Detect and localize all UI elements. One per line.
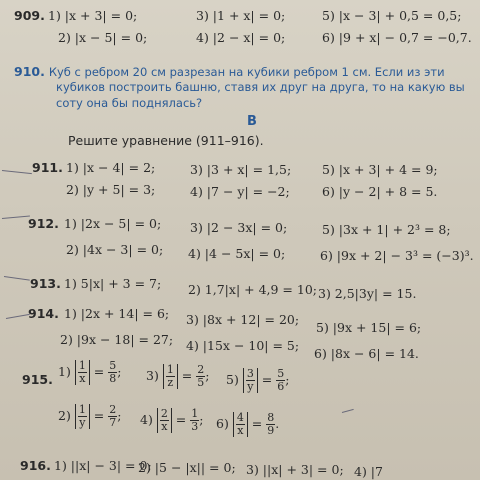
eq-916-4: 4) |7 [354,464,383,479]
eq-911-5: 5) |x + 3| + 4 = 9; [322,162,438,177]
problem-number: 914. [28,306,59,321]
problem-number: 909. [14,8,45,23]
eq-911-2: 2) |y + 5| = 3; [66,182,156,197]
denominator: 6 [277,380,285,393]
section-heading: Решите уравнение (911–916). [68,133,264,148]
eq-914-6: 6) |8x − 6| = 14. [314,346,419,361]
problem-911-row1 [32,160,63,175]
denominator: x [79,372,86,385]
numerator: 5 [109,359,117,372]
eq-909-5: 5) |x − 3| + 0,5 = 0,5; [322,8,462,23]
eq-label: 2) [58,408,71,423]
eq-909-6: 6) |9 + x| − 0,7 = −0,7. [322,30,472,45]
problem-number: 912. [28,216,59,231]
eq-914-3: 3) |8x + 12| = 20; [186,312,300,327]
problem-number: 916. [20,458,51,473]
numerator: 3 [246,367,254,380]
eq-913-1: 1) 5|x| + 3 = 7; [64,276,162,291]
denominator: x [237,424,244,437]
numerator: 2 [160,407,168,420]
eq-915-2: 2) $\frac{1}{y}$ = $\frac{2}{7}$ ; [58,403,122,429]
denominator: 7 [109,416,117,429]
problem-912-row1 [28,216,59,231]
problem-number: 910. [14,64,45,79]
eq-911-4: 4) |7 − y| = −2; [190,184,290,199]
eq-914-5: 5) |9x + 15| = 6; [316,320,422,335]
eq-911-6: 6) |y − 2| + 8 = 5. [322,184,438,199]
denominator: 3 [191,420,199,433]
eq-912-1: 1) |2x − 5| = 0; [64,216,162,231]
denominator: x [161,420,168,433]
eq-909-1: 1) |x + 3| = 0; [48,8,138,23]
eq-911-1: 1) |x − 4| = 2; [66,160,156,175]
eq-909-4: 4) |2 − x| = 0; [196,30,286,45]
pen-mark [6,314,30,319]
numerator: 4 [236,411,244,424]
pen-mark [2,170,32,174]
eq-914-1: 1) |2x + 14| = 6; [64,306,170,321]
eq-913-3: 3) 2,5|3y| = 15. [318,286,417,301]
eq-914-4: 4) |15x − 10| = 5; [186,338,300,353]
eq-916-3: 3) ||x| + 3| = 0; [246,462,344,477]
numerator: 1 [191,407,199,420]
denominator: 9 [267,424,275,437]
eq-912-6: 6) |9x + 2| − 3³ = (−3)³. [320,248,474,263]
denominator: y [79,416,86,429]
problem-916-row1 [20,458,51,473]
problem-909-row1 [14,8,45,23]
problem-number: 913. [30,276,61,291]
section-letter: B [247,114,257,129]
numerator: 1 [166,363,174,376]
numerator: 1 [78,403,86,416]
eq-912-3: 3) |2 − 3x| = 0; [190,220,288,235]
problem-915-row1 [22,372,53,387]
eq-915-1: 1) $\frac{1}{x}$ = $\frac{5}{8}$ ; [58,359,122,385]
eq-label: 4) [140,412,153,427]
pen-mark [2,216,30,219]
eq-909-2: 2) |x − 5| = 0; [58,30,148,45]
numerator: 1 [78,359,86,372]
eq-label: 6) [216,416,229,431]
problem-910-text-3: соту она бы поднялась? [56,96,203,110]
numerator: 8 [267,411,275,424]
problem-914-row1 [28,306,59,321]
eq-912-2: 2) |4x − 3| = 0; [66,242,164,257]
eq-label: 1) [58,364,71,379]
problem-910-line1 [14,64,445,80]
denominator: 5 [197,376,205,389]
eq-915-4: 4) $\frac{2}{x}$ = $\frac{1}{3}$ ; [140,407,204,433]
eq-916-2: 2) |5 − |x|| = 0; [138,460,236,475]
denominator: z [167,376,174,389]
eq-916-1: 1) ||x| − 3| = 0; [54,458,152,473]
eq-914-2: 2) |9x − 18| = 27; [60,332,174,347]
eq-915-5: 5) $\frac{3}{y}$ = $\frac{5}{6}$ ; [226,367,290,393]
problem-number: 911. [32,160,63,175]
problem-913-row1 [30,276,61,291]
eq-912-4: 4) |4 − 5x| = 0; [188,246,286,261]
numerator: 2 [197,363,205,376]
numerator: 2 [109,403,117,416]
eq-911-3: 3) |3 + x| = 1,5; [190,162,292,177]
problem-910-text-1: Куб с ребром 20 см разрезан на кубики ребром 1 см. Если из эти [48,65,445,79]
problem-number: 915. [22,372,53,387]
pen-mark [4,276,30,281]
problem-910-text-2: кубиков построить башню, ставя их друг на друга, то на какую вы [56,80,465,94]
eq-915-3: 3) $\frac{1}{z}$ = $\frac{2}{5}$ ; [146,363,210,389]
eq-912-5: 5) |3x + 1| + 2³ = 8; [322,222,451,237]
numerator: 5 [277,367,285,380]
eq-915-6: 6) $\frac{4}{x}$ = $\frac{8}{9}$ . [216,411,280,437]
pen-mark [342,409,354,413]
eq-label: 3) [146,368,159,383]
denominator: 8 [109,372,117,385]
denominator: y [247,380,254,393]
eq-913-2: 2) 1,7|x| + 4,9 = 10; [188,282,317,297]
eq-label: 5) [226,372,239,387]
eq-909-3: 3) |1 + x| = 0; [196,8,286,23]
